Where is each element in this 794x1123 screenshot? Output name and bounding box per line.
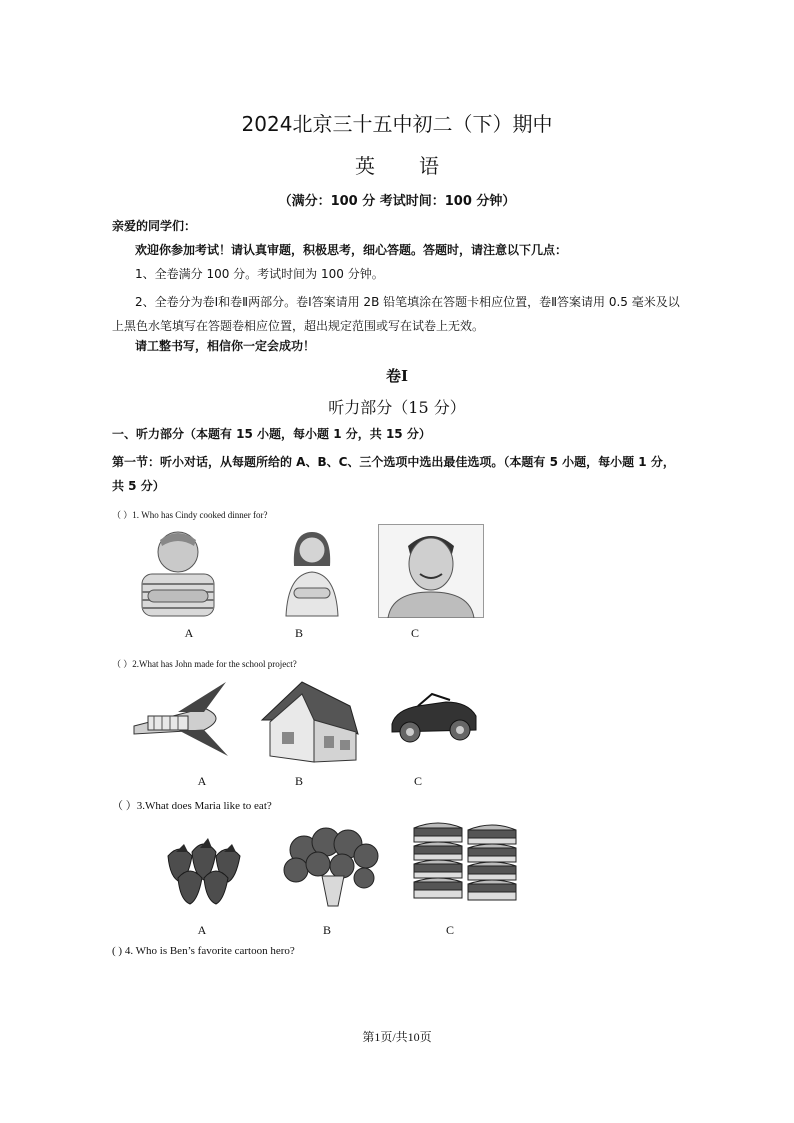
house-image — [258, 676, 364, 766]
boy-image — [128, 526, 228, 618]
man-image — [378, 524, 484, 618]
question-2-option-a[interactable]: A — [197, 774, 207, 788]
question-3-option-b[interactable]: B — [322, 923, 331, 937]
instruction-item-1: 1、全卷满分 100 分。考试时间为 100 分钟。 — [135, 267, 384, 281]
question-4-stem: ( ) 4. Who is Ben’s favorite cartoon hero? — [112, 945, 295, 957]
volume-heading: 卷I — [385, 367, 409, 385]
exam-subject: 英语 — [355, 154, 483, 178]
question-1-option-b[interactable]: B — [294, 626, 303, 640]
instruction-item-2: 2、全卷分为卷Ⅰ和卷Ⅱ两部分。卷Ⅰ答案请用 2B 铅笔填涂在答题卡相应位置，卷Ⅱ答案请用 0.5 毫米及以上黑色水笔填写在答题卷相应位置，超出规定范围或写在试卷上无效。 — [112, 295, 680, 333]
question-3-option-a[interactable]: A — [197, 923, 207, 937]
broccoli-image — [282, 826, 382, 910]
part1-section1-heading — [112, 450, 684, 498]
car-image — [388, 690, 480, 746]
question-1-option-c[interactable]: C — [410, 626, 419, 640]
page-number: 第1页/共10页 — [362, 1030, 432, 1044]
question-3-option-c[interactable]: C — [445, 923, 454, 937]
welcome-text: 欢迎你参加考试！请认真审题，积极思考，细心答题。答题时，请注意以下几点： — [135, 243, 568, 257]
exam-title: 2024北京三十五中初二（下）期中 — [241, 112, 553, 136]
strawberries-image — [158, 826, 250, 910]
question-2-option-c[interactable]: C — [413, 774, 422, 788]
question-2-option-b[interactable]: B — [294, 774, 303, 788]
space-shuttle-image — [130, 678, 236, 760]
part1-heading: 一、听力部分（本题有 15 小题，每小题 1 分，共 15 分） — [112, 427, 431, 441]
listening-heading: 听力部分（15 分） — [328, 398, 466, 417]
greeting: 亲爱的同学们： — [112, 219, 197, 233]
question-3-stem: （ ）3.What does Maria like to eat? — [112, 800, 272, 812]
closing-text: 请工整书写，相信你一定会成功！ — [135, 339, 316, 353]
question-1-stem: （ ）1. Who has Cindy cooked dinner for? — [112, 510, 268, 520]
part1-section1-text: 第一节：听小对话，从每题所给的 A、B、C、三个选项中选出最佳选项。（本题有 5 小题，每小题 1 分，共 5 分） — [112, 455, 675, 493]
question-2-stem: （ ）2.What has John made for the school project? — [112, 659, 297, 669]
burgers-image — [410, 818, 518, 910]
question-1-option-a[interactable]: A — [184, 626, 194, 640]
woman-image — [276, 526, 348, 618]
exam-meta: （满分：100 分 考试时间：100 分钟） — [278, 194, 516, 209]
